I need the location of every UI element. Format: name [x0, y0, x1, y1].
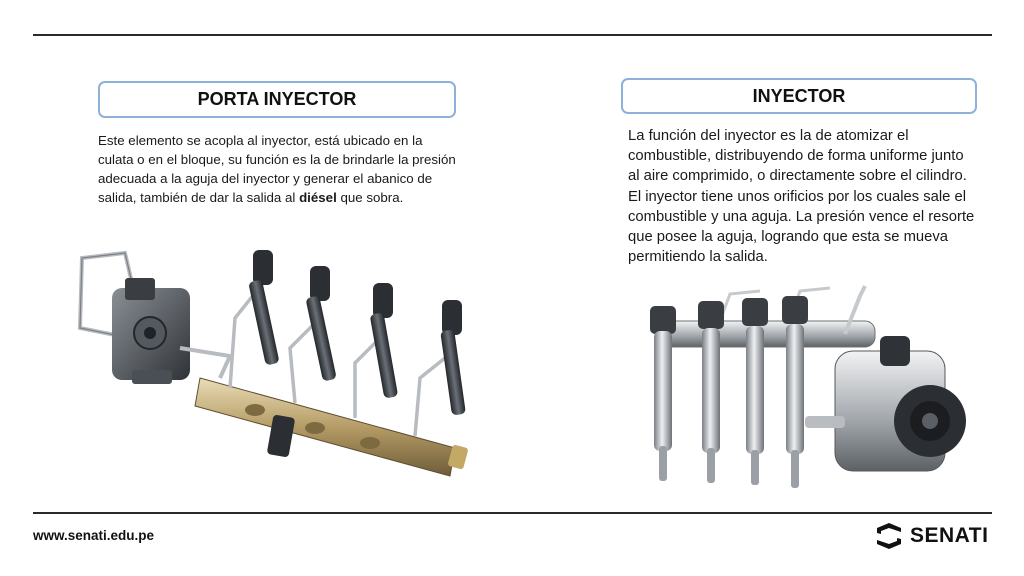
- high-pressure-pump-right: [805, 336, 966, 471]
- senati-logo-text: SENATI: [910, 524, 989, 547]
- inyector-title: INYECTOR: [752, 85, 846, 106]
- injector-1: [248, 250, 279, 366]
- inyector-title-box: [621, 78, 977, 114]
- porta-inyector-description: [98, 131, 460, 207]
- porta-inyector-title-box: [98, 81, 456, 118]
- injector-2: [305, 266, 336, 382]
- injector-assembly-image: [630, 276, 985, 500]
- porta-inyector-bold-word: diésel: [299, 190, 337, 205]
- porta-inyector-title: PORTA INYECTOR: [197, 89, 357, 109]
- senati-logo-icon: [874, 522, 904, 550]
- injector-4: [440, 300, 466, 416]
- common-rail-image: [70, 238, 480, 483]
- porta-inyector-text-after: que sobra.: [336, 190, 404, 205]
- bottom-divider: [33, 512, 992, 514]
- injector-a: [650, 306, 676, 481]
- fuel-rail: [195, 378, 469, 476]
- injector-3: [370, 283, 399, 399]
- inyector-description: La función del inyector es la de atomizar el combustible, distribuyendo de forma uniforme junto al aire comprimido, o directamente sobre el cilindro. El inyector tiene unos orificios por los cuales sale el combustible y una aguja. La presión vence el resorte que posee la aguja, logrando que esta se mueva permitiendo la salida.: [628, 128, 975, 266]
- footer-website: www.senati.edu.pe: [33, 528, 155, 543]
- injector-b: [698, 301, 724, 483]
- high-pressure-pump: [112, 278, 190, 384]
- senati-logo: [874, 522, 988, 550]
- porta-inyector-text-before: Este elemento se acopla al inyector, está ubicado en la culata o en el bloque, su función es la de brindarle la presión adecuada a la aguja del inyector y generar el abanico de salida, también de dar la salida al: [98, 133, 456, 205]
- top-divider: [33, 34, 992, 36]
